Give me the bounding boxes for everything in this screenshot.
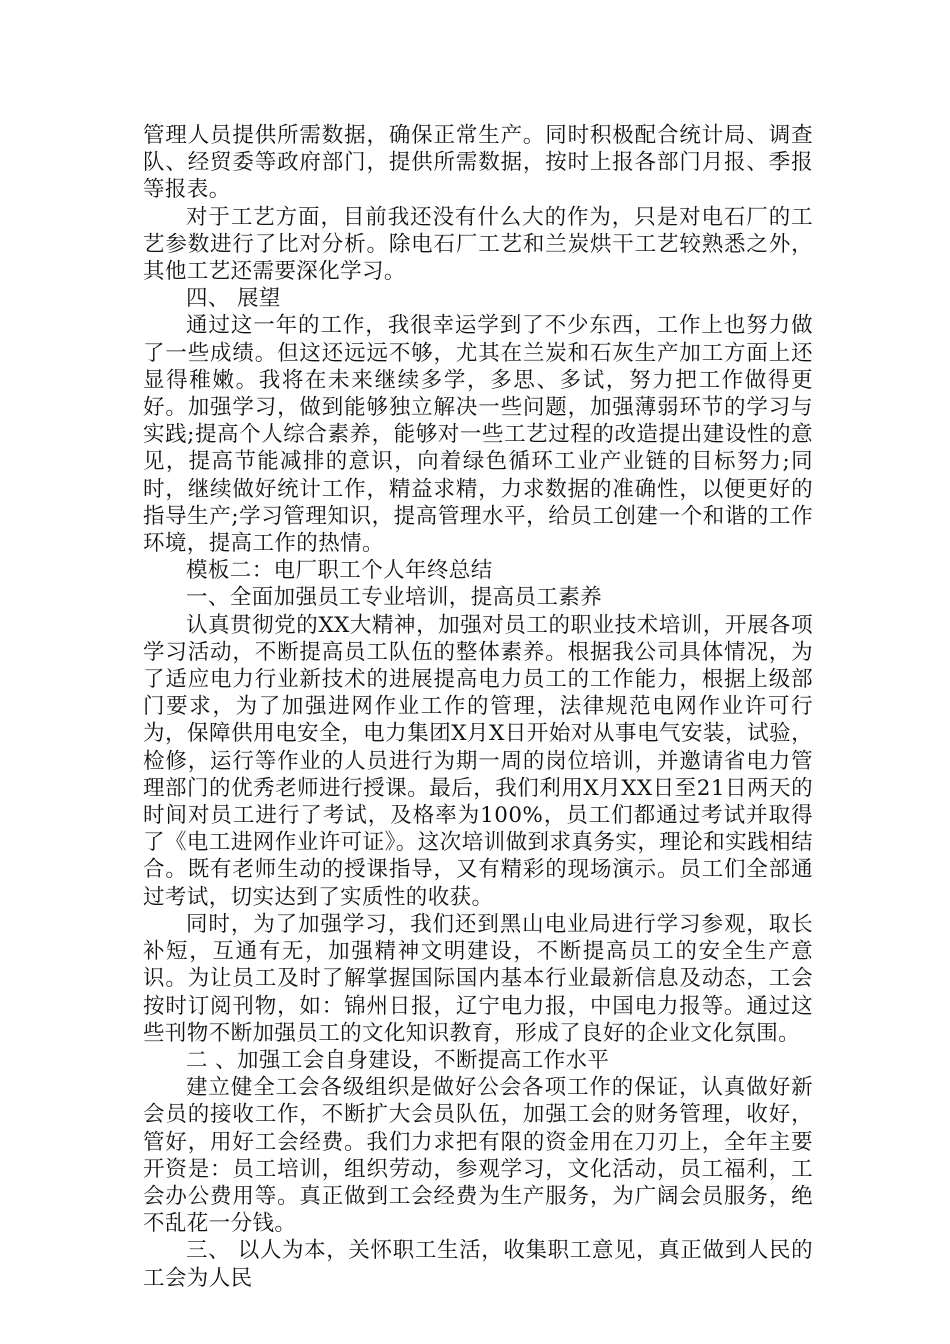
heading-section-one: 一、全面加强员工专业培训，提高员工素养 — [186, 585, 603, 611]
paragraph-process-study: 对于工艺方面，目前我还没有什么大的作为，只是对电石厂的工艺参数进行了比对分析。除电石厂工艺和兰炭烘干工艺较熟悉之外，其他工艺还需要深化学习。 — [143, 204, 813, 285]
paragraph-study-visit: 同时，为了加强学习，我们还到黑山电业局进行学习参观，取长补短，互通有无，加强精神文明建设，不断提高员工的安全生产意识。为让员工及时了解掌握国际国内基本行业最新信息及动态，工会按时订阅刊物，如：锦州日报，辽宁电力报，中国电力报等。通过这些刊物不断加强员工的文化知识教育，形成了良好的企业文化氛围。 — [143, 911, 813, 1046]
heading-section-two: 二 、加强工会自身建设，不断提高工作水平 — [186, 1047, 610, 1073]
heading-template-two: 模板二：电厂职工个人年终总结 — [186, 558, 493, 584]
paragraph-union-building: 建立健全工会各级组织是做好公会各项工作的保证，认真做好新会员的接收工作，不断扩大会员队伍，加强工会的财务管理，收好，管好，用好工会经费。我们力求把有限的资金用在刀刃上，全年主要开资是：员工培训，组织劳动，参观学习，文化活动，员工福利，工会办公费用等。真正做到工会经费为生产服务，为广阔会员服务，绝不乱花一分钱。 — [143, 1075, 813, 1237]
paragraph-outlook: 通过这一年的工作，我很幸运学到了不少东西，工作上也努力做了一些成绩。但这还远远不够，尤其在兰炭和石灰生产加工方面上还显得稚嫩。我将在未来继续多学，多思、多试，努力把工作做得更好。加强学习，做到能够独立解决一些问题，加强薄弱环节的学习与实践;提高个人综合素养，能够对一些工艺过程的改造提出建设性的意见，提高节能减排的意识，向着绿色循环工业产业链的目标努力;同时，继续做好统计工作，精益求精，力求数据的准确性，以便更好的指导生产;学习管理知识，提高管理水平，给员工创建一个和谐的工作环境，提高工作的热情。 — [143, 313, 813, 557]
document-body — [143, 122, 813, 1292]
heading-section-three: 三、 以人为本，关怀职工生活，收集职工意见，真正做到人民的工会为人民 — [143, 1238, 813, 1291]
paragraph-data-reporting: 管理人员提供所需数据，确保正常生产。同时积极配合统计局、调查队、经贸委等政府部门，提供所需数据，按时上报各部门月报、季报等报表。 — [143, 123, 813, 203]
paragraph-training: 认真贯彻党的XX大精神，加强对员工的职业技术培训，开展各项学习活动，不断提高员工队伍的整体素养。根据我公司具体情况，为了适应电力行业新技术的进展提高电力员工的工作能力，根据上级部门要求，为了加强进网作业工作的管理，法律规范电网作业许可行为，保障供用电安全，电力集团X月X日开始对从事电气安装，试验，检修，运行等作业的人员进行为期一周的岗位培训，并邀请省电力管理部门的优秀老师进行授课。最后，我们利用X月XX日至21日两天的时间对员工进行了考试，及格率为100%，员工们都通过考试并取得了《电工进网作业许可证》。这次培训做到求真务实，理论和实践相结合。既有老师生动的授课指导，又有精彩的现场演示。员工们全部通过考试，切实达到了实质性的收获。 — [143, 612, 813, 910]
heading-outlook: 四、 展望 — [186, 286, 281, 312]
